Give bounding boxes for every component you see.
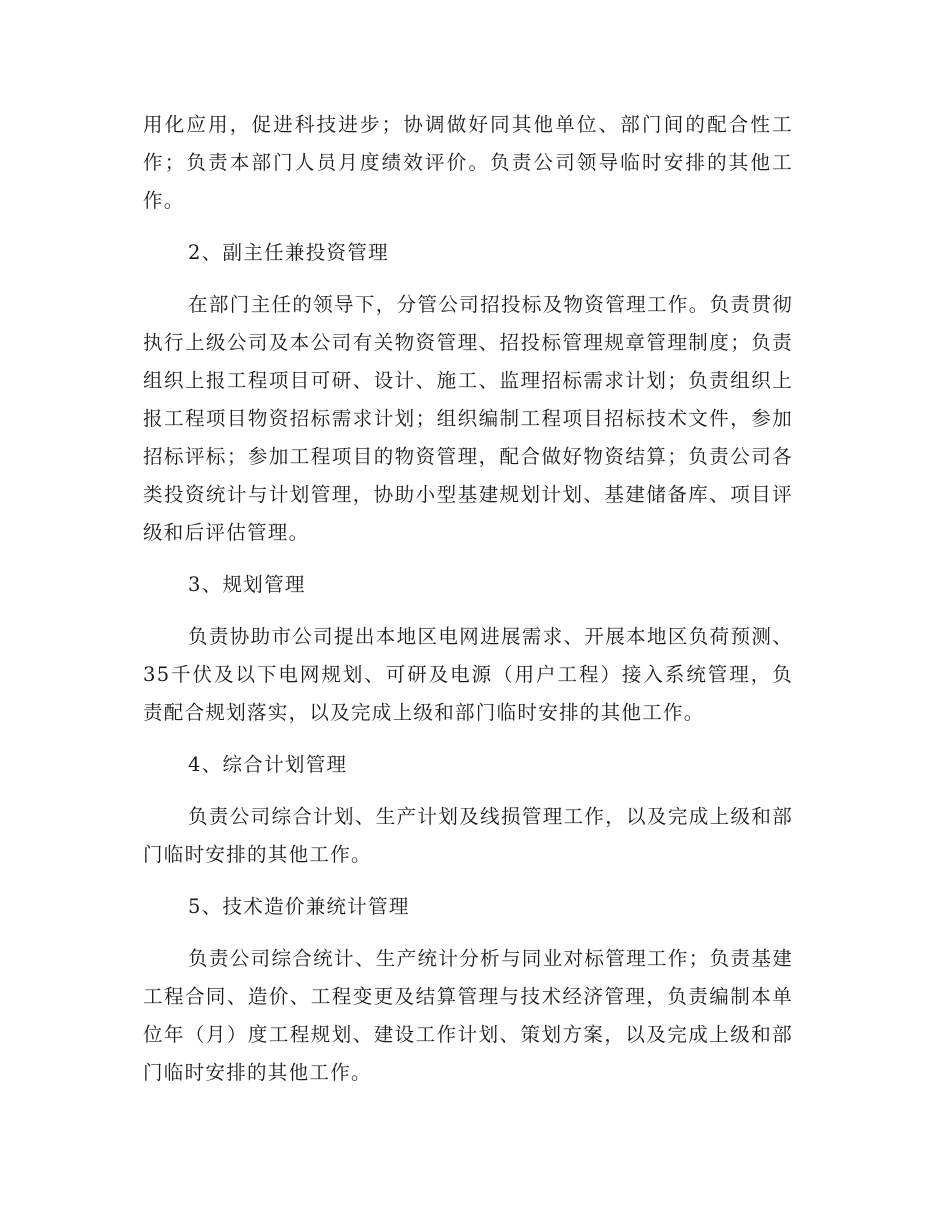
spacer — [143, 784, 793, 798]
spacer — [143, 272, 793, 286]
spacer — [143, 874, 793, 888]
spacer — [143, 552, 793, 566]
document-page — [143, 106, 793, 1092]
section-body: 负责公司综合计划、生产计划及线损管理工作，以及完成上级和部门临时安排的其他工作。 — [143, 805, 793, 866]
section-heading: 3、规划管理 — [188, 573, 306, 596]
spacer — [143, 926, 793, 940]
section-heading: 5、技术造价兼统计管理 — [188, 895, 410, 918]
section-body: 负责公司综合统计、生产统计分析与同业对标管理工作；负责基建工程合同、造价、工程变更及结算管理与技术经济管理，负责编制本单位年（月）度工程规划、建设工作计划、策划方案，以及完成上级和部门临时安排的其他工作。 — [143, 947, 793, 1084]
section-heading: 4、综合计划管理 — [188, 753, 348, 776]
spacer — [143, 220, 793, 234]
intro-paragraph: 用化应用，促进科技进步；协调做好同其他单位、部门间的配合性工作；负责本部门人员月度绩效评价。负责公司领导临时安排的其他工作。 — [143, 113, 793, 212]
section-body: 负责协助市公司提出本地区电网进展需求、开展本地区负荷预测、35千伏及以下电网规划、可研及电源（用户工程）接入系统管理，负责配合规划落实，以及完成上级和部门临时安排的其他工作。 — [143, 625, 793, 724]
section-body: 在部门主任的领导下，分管公司招投标及物资管理工作。负责贯彻执行上级公司及本公司有关物资管理、招投标管理规章管理制度；负责组织上报工程项目可研、设计、施工、监理招标需求计划；负责组织上报工程项目物资招标需求计划；组织编制工程项目招标技术文件，参加招标评标；参加工程项目的物资管理，配合做好物资结算；负责公司各类投资统计与计划管理，协助小型基建规划计划、基建储备库、项目评级和后评估管理。 — [143, 293, 793, 544]
section-heading: 2、副主任兼投资管理 — [188, 241, 389, 264]
spacer — [143, 732, 793, 746]
spacer — [143, 604, 793, 618]
